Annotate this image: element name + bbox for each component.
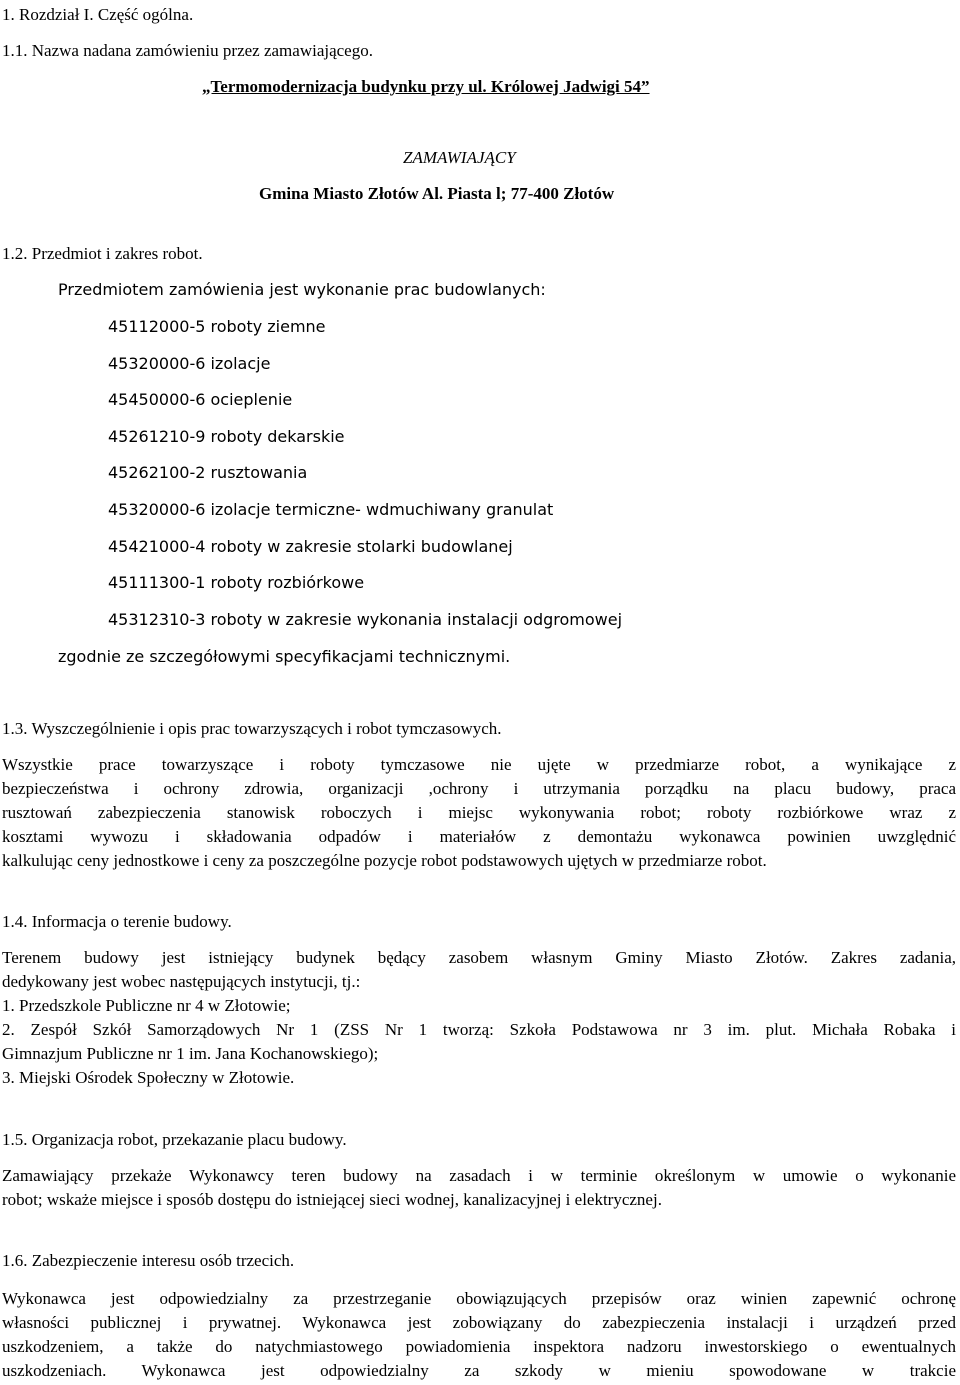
cpv-item: 45320000-6 izolacje termiczne- wdmuchiwany granulat [108, 500, 554, 519]
paragraph-line: Gimnazjum Publiczne nr 1 im. Jana Kochanowskiego); [2, 1044, 379, 1063]
paragraph-line: bezpieczeństwa i ochrony zdrowia, organizacji ,ochrony i utrzymania porządku na placu budowy, praca [2, 779, 956, 798]
cpv-item: 45320000-6 izolacje [108, 354, 271, 373]
section-heading: 1.4. Informacja o terenie budowy. [2, 912, 232, 931]
paragraph-line: Wykonawca jest odpowiedzialny za przestrzeganie obowiązujących przepisów oraz winien zapewnić ochronę [2, 1289, 956, 1308]
paragraph-line: uszkodzeniach. Wykonawca jest odpowiedzialny za szkody w mieniu spowodowane w trakcie [2, 1361, 956, 1380]
scope-intro: Przedmiotem zamówienia jest wykonanie prac budowlanych: [58, 280, 546, 299]
paragraph-line: dedykowany jest wobec następujących instytucji, tj.: [2, 972, 361, 991]
section-heading: 1. Rozdział I. Część ogólna. [2, 5, 194, 24]
orderer-address: Gmina Miasto Złotów Al. Piasta l; 77-400 Złotów [259, 184, 615, 203]
paragraph-line: 3. Miejski Ośrodek Społeczny w Złotowie. [2, 1068, 295, 1087]
section-heading: 1.1. Nazwa nadana zamówieniu przez zamawiającego. [2, 41, 373, 60]
scope-outro: zgodnie ze szczegółowymi specyfikacjami technicznymi. [58, 647, 511, 666]
cpv-item: 45261210-9 roboty dekarskie [108, 427, 345, 446]
cpv-item: 45111300-1 roboty rozbiórkowe [108, 573, 365, 592]
cpv-item: 45312310-3 roboty w zakresie wykonania instalacji odgromowej [108, 610, 623, 629]
paragraph-line: własności publicznej i prywatnej. Wykonawca jest zobowiązany do zabezpieczenia instalacji i urządzeń przed [2, 1313, 956, 1332]
paragraph-line: 1. Przedszkole Publiczne nr 4 w Złotowie; [2, 996, 291, 1015]
section-heading: 1.5. Organizacja robot, przekazanie placu budowy. [2, 1130, 347, 1149]
section-heading: 1.3. Wyszczególnienie i opis prac towarzyszących i robot tymczasowych. [2, 719, 502, 738]
paragraph-line: Terenem budowy jest istniejący budynek będący zasobem własnym Gminy Miasto Złotów. Zakres zadania, [2, 948, 956, 967]
paragraph-line: kosztami wywozu i składowania odpadów i materiałów z demontażu wykonawca powinien uwzględnić [2, 827, 956, 846]
paragraph-line: Wszystkie prace towarzyszące i roboty tymczasowe nie ujęte w przedmiarze robot, a wynikające z [2, 755, 956, 774]
paragraph-line: 2. Zespół Szkół Samorządowych Nr 1 (ZSS Nr 1 tworzą: Szkoła Podstawowa nr 3 im. plut. Michała Robaka i [2, 1020, 956, 1039]
paragraph-line: kalkulując ceny jednostkowe i ceny za poszczególne pozycje robot podstawowych ujętych w przedmiarze robot. [2, 851, 767, 870]
paragraph-line: uszkodzeniem, a także do natychmiastowego powiadomienia inspektora nadzoru inwestorskiego o ewentualnych [2, 1337, 956, 1356]
cpv-item: 45112000-5 roboty ziemne [108, 317, 326, 336]
paragraph-line: Zamawiający przekaże Wykonawcy teren budowy na zasadach i w terminie określonym w umowie o wykonanie [2, 1166, 956, 1185]
cpv-item: 45450000-6 ocieplenie [108, 390, 293, 409]
paragraph-line: rusztowań zabezpieczenia stanowisk roboczych i miejsc wykonywania robot; roboty rozbiórkowe wraz z [2, 803, 956, 822]
project-title: „Termomodernizacja budynku przy ul. Królowej Jadwigi 54” [202, 77, 650, 96]
orderer-label: ZAMAWIAJĄCY [403, 148, 516, 167]
cpv-item: 45421000-4 roboty w zakresie stolarki budowlanej [108, 537, 513, 556]
cpv-item: 45262100-2 rusztowania [108, 463, 308, 482]
section-heading: 1.2. Przedmiot i zakres robot. [2, 244, 203, 263]
paragraph-line: robot; wskaże miejsce i sposób dostępu do istniejącej sieci wodnej, kanalizacyjnej i elektrycznej. [2, 1190, 662, 1209]
section-heading: 1.6. Zabezpieczenie interesu osób trzecich. [2, 1251, 295, 1270]
